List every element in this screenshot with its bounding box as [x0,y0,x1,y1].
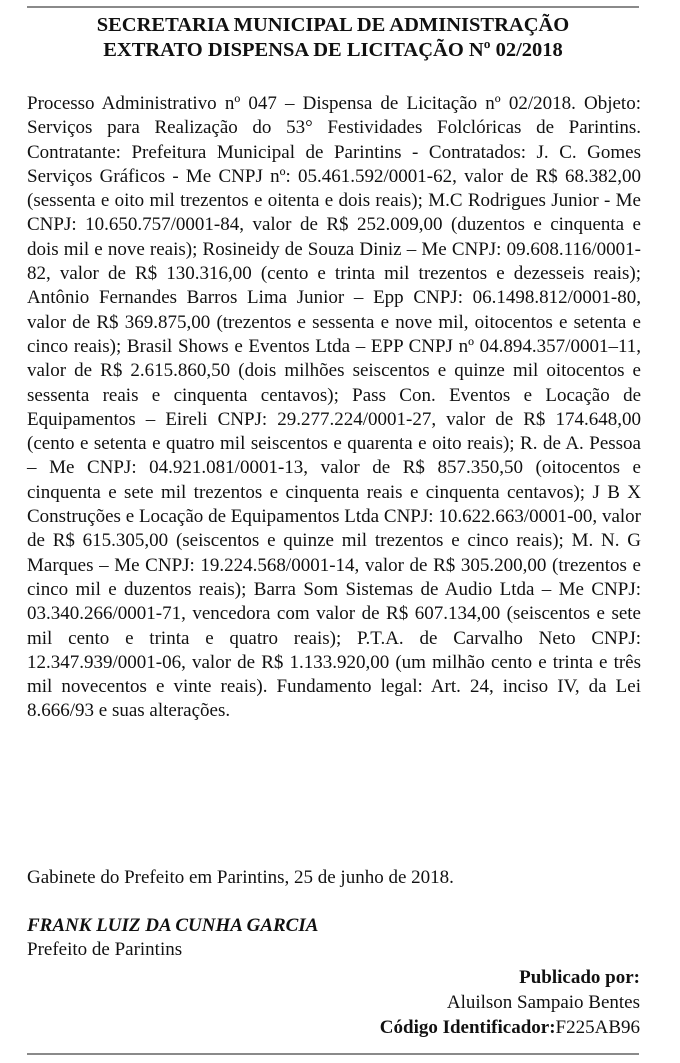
identifier-line [380,1015,640,1040]
publication-block [380,965,640,1040]
header-extract-title: EXTRATO DISPENSA DE LICITAÇÃO Nº 02/2018 [103,39,563,61]
body-paragraph: Processo Administrativo nº 047 – Dispensa de Licitação nº 02/2018. Objeto: Serviços para Realização do 53° Festividades Folclóricas de Parintins. Contratante: Prefeitura Municipal de Parintins - Contratados: J. C. Gomes Serviços Gráficos - Me CNPJ nº: 05.461.592/0001-62, valor de R$ 68.382,00 (sessenta e oito mil trezentos e oitenta e dois reais); M.C Rodrigues Junior - Me CNPJ: 10.650.757/0001-84, valor de R$ 252.009,00 (duzentos e cinquenta e dois mil e nove reais); Rosineidy de Souza Diniz – Me CNPJ: 09.608.116/0001-82, valor de R$ 130.316,00 (cento e trinta mil trezentos e dezesseis reais); Antônio Fernandes Barros Lima Junior – Epp CNPJ: 06.1498.812/0001-80, valor de R$ 369.875,00 (trezentos e sessenta e nove mil, oitocentos e setenta e cinco reais); Brasil Shows e Eventos Ltda – EPP CNPJ nº 04.894.357/0001–11, valor de R$ 2.615.860,50 (dois milhões seiscentos e quinze mil oitocentos e sessenta reais e cinquenta centavos); Pass Con. Eventos e Locação de Equipamentos – Eireli CNPJ: 29.277.224/0001-27, valor de R$ 174.648,00 (cento e setenta e quatro mil seiscentos e quarenta e oito reais); R. de A. Pessoa – Me CNPJ: 04.921.081/0001-13, valor de R$ 857.350,50 (oitocentos e cinquenta e sete mil trezentos e cinquenta reais e cinquenta centavos); J B X Construções e Locação de Equipamentos Ltda CNPJ: 10.622.663/0001-00, valor de R$ 615.305,00 (seiscentos e quinze mil trezentos e cinco reais); M. N. G Marques – Me CNPJ: 19.224.568/0001-14, valor de R$ 305.200,00 (trezentos e cinco mil e duzentos reais); Barra Som Sistemas de Audio Ltda – Me CNPJ: 03.340.266/0001-71, vencedora com valor de R$ 607.134,00 (seiscentos e sete mil cento e trinta e quatro reais); P.T.A. de Carvalho Neto CNPJ: 12.347.939/0001-06, valor de R$ 1.133.920,00 (um milhão cento e trinta e três mil novecentos e vinte reais). Fundamento legal: Art. 24, inciso IV, da Lei 8.666/93 e suas alterações. [27,93,641,722]
identifier-code: F225AB96 [555,1017,640,1038]
document-header [27,13,639,63]
date-line: Gabinete do Prefeito em Parintins, 25 de junho de 2018. [27,867,454,888]
publisher-name: Aluilson Sampaio Bentes [446,992,640,1013]
bottom-divider [27,1053,639,1055]
signer-role: Prefeito de Parintins [27,939,183,960]
identifier-label: Código Identificador: [379,1017,556,1038]
signer-name: FRANK LUIZ DA CUNHA GARCIA [27,915,319,936]
header-secretariat: SECRETARIA MUNICIPAL DE ADMINISTRAÇÃO [96,14,570,36]
top-divider [27,6,639,8]
published-by-label: Publicado por: [519,967,640,988]
